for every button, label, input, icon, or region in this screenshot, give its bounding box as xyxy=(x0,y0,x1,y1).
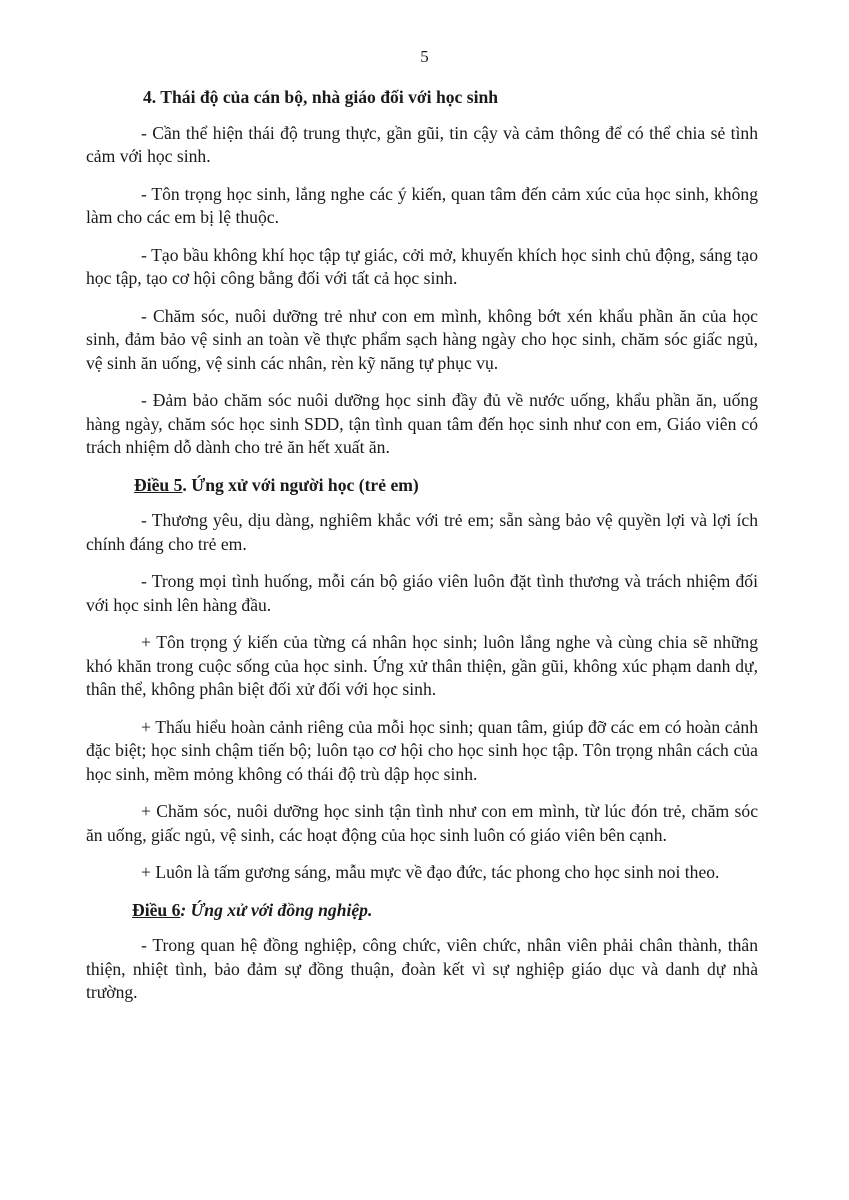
section-4-paragraph: - Tôn trọng học sinh, lắng nghe các ý kiến, quan tâm đến cảm xúc của học sinh, không làm cho các em bị lệ thuộc. xyxy=(86,183,758,227)
section-4-heading: 4. Thái độ của cán bộ, nhà giáo đối với học sinh xyxy=(143,87,499,107)
article-5-label: Điều 5 xyxy=(134,474,183,495)
article-5-title: . Ứng xử với người học (trẻ em) xyxy=(182,474,419,495)
document-body xyxy=(86,86,758,1019)
article-5-paragraph: + Chăm sóc, nuôi dưỡng học sinh tận tình như con em mình, từ lúc đón trẻ, chăm sóc ăn uống, giấc ngủ, vệ sinh, các hoạt động của học sinh luôn có giáo viên bên cạnh. xyxy=(86,801,758,845)
article-6-heading xyxy=(86,899,758,923)
article-5-paragraph: + Luôn là tấm gương sáng, mẫu mực về đạo đức, tác phong cho học sinh noi theo. xyxy=(141,862,720,882)
page-number: 5 xyxy=(420,47,429,66)
article-5-paragraph: + Tôn trọng ý kiến của từng cá nhân học sinh; luôn lắng nghe và cùng chia sẽ những khó khăn trong cuộc sống của học sinh. Ứng xử thân thiện, gần gũi, không xúc phạm danh dự, thân thể, không phân biệt đối xử đối với học sinh. xyxy=(86,632,758,699)
article-6-label: Điều 6 xyxy=(132,899,181,920)
article-6-paragraph: - Trong quan hệ đồng nghiệp, công chức, viên chức, nhân viên phải chân thành, thân thiện, nhiệt tình, bảo đảm sự đồng thuận, đoàn kết vì sự nghiệp giáo dục và danh dự nhà trường. xyxy=(86,935,758,1002)
section-4-paragraph: - Tạo bầu không khí học tập tự giác, cởi mở, khuyến khích học sinh chủ động, sáng tạo học tập, tạo cơ hội công bằng đối với tất cả học sinh. xyxy=(86,244,758,288)
section-4-paragraph: - Cần thể hiện thái độ trung thực, gần gũi, tin cậy và cảm thông để có thể chia sẻ tình cảm với học sinh. xyxy=(86,122,758,166)
article-5-heading xyxy=(86,474,758,498)
article-5-paragraph: - Thương yêu, dịu dàng, nghiêm khắc với trẻ em; sẵn sàng bảo vệ quyền lợi và lợi ích chính đáng cho trẻ em. xyxy=(86,510,758,554)
article-5-paragraph: - Trong mọi tình huống, mỗi cán bộ giáo viên luôn đặt tình thương và trách nhiệm đối với học sinh lên hàng đầu. xyxy=(86,571,758,615)
article-6-title: : Ứng xử với đồng nghiệp. xyxy=(180,899,373,920)
article-5-paragraph: + Thấu hiểu hoàn cảnh riêng của mỗi học sinh; quan tâm, giúp đỡ các em có hoàn cảnh đặc biệt; học sinh chậm tiến bộ; luôn tạo cơ hội cho học sinh học tập. Tôn trọng nhân cách của học sinh, mềm mỏng không có thái độ trù dập học sinh. xyxy=(86,716,758,784)
section-4-paragraph: - Đảm bảo chăm sóc nuôi dưỡng học sinh đầy đủ về nước uống, khẩu phần ăn, uống hàng ngày, chăm sóc học sinh SDD, tận tình quan tâm đến học sinh như con em, Giáo viên có trách nhiệm dỗ dành cho trẻ ăn hết xuất ăn. xyxy=(86,390,758,457)
section-4-paragraph: - Chăm sóc, nuôi dưỡng trẻ như con em mình, không bớt xén khẩu phần ăn của học sinh, đảm bảo vệ sinh an toàn về thực phẩm sạch hàng ngày cho học sinh, chăm sóc giấc ngủ, vệ sinh ăn uống, vệ sinh các nhân, rèn kỹ năng tự phục vụ. xyxy=(86,305,758,373)
